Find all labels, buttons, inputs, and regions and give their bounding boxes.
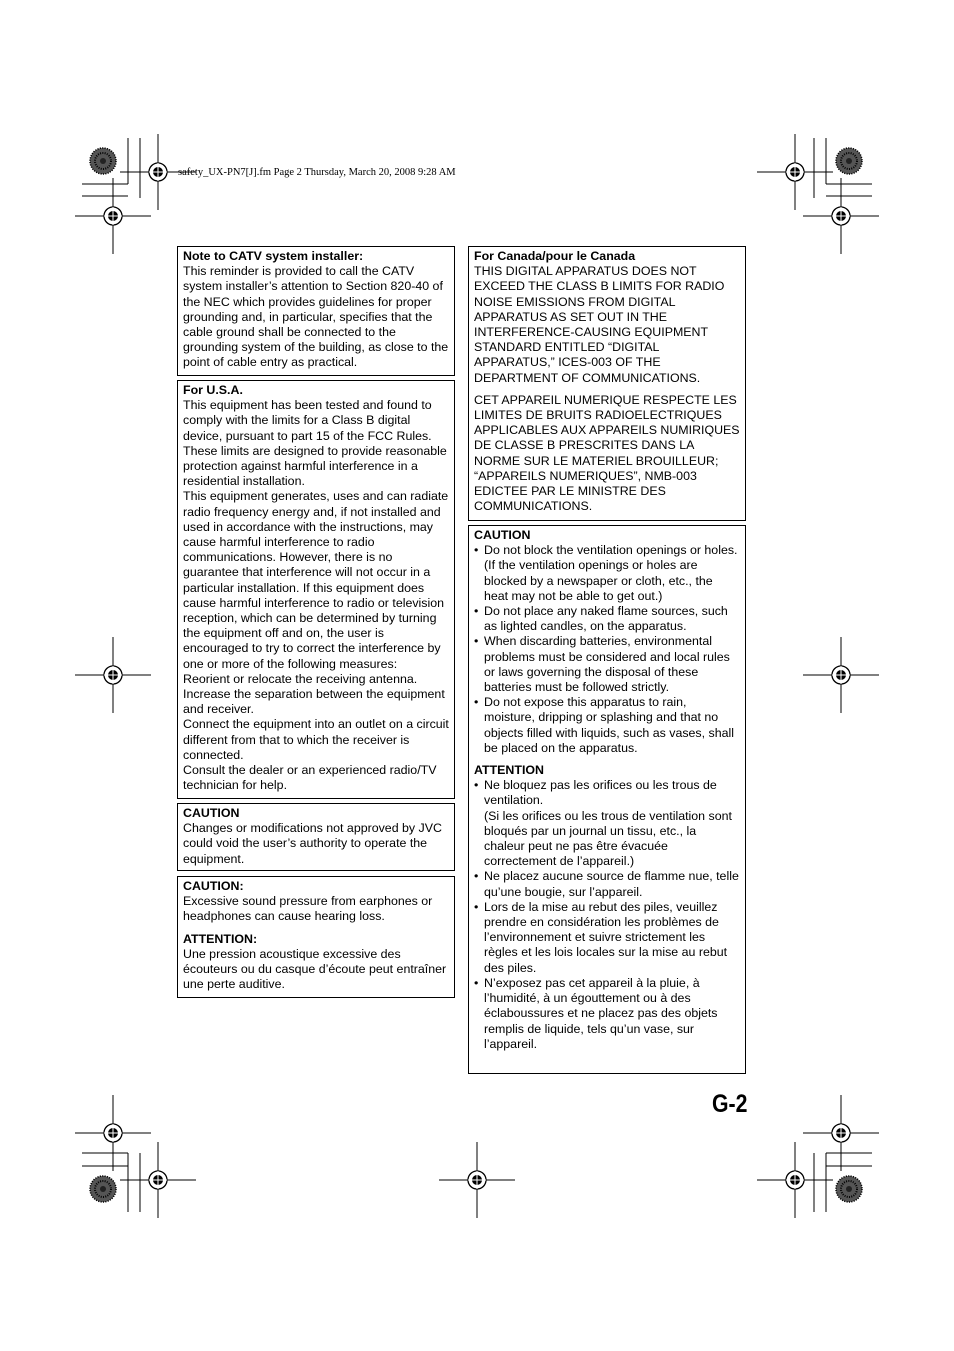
catv-note-body: This reminder is provided to call the CATV system installer’s attention to Section 820-40 of the NEC which provides guidelines for proper grounding and, in particular, specifies that the cable ground shall be connected to the grounding system of the building, as close to the point of cable entry as practical. — [183, 264, 449, 370]
list-item: • When discarding batteries, environmental problems must be considered and local rules or laws governing the disposal of these batteries must be followed strictly. — [474, 634, 740, 695]
safety-caution-list — [474, 543, 740, 756]
safety-caution-title: CAUTION — [474, 528, 531, 542]
starburst-mark-icon — [90, 1176, 116, 1202]
registration-mark-icon — [757, 1142, 833, 1218]
safety-attention-title: ATTENTION — [474, 763, 544, 778]
usa-title: For U.S.A. — [183, 383, 243, 397]
safety-caution-box — [468, 525, 746, 1074]
registration-mark-icon — [757, 134, 833, 210]
list-item: • N’exposez pas cet appareil à la pluie, à l’humidité, à un égouttement ou à des éclaboussures et ne placez pas des objets remplis de liquide, tels qu’un vase, sur l’appareil. — [474, 976, 740, 1052]
registration-mark-icon — [803, 637, 879, 713]
hearing-attention-title: ATTENTION: — [183, 931, 258, 946]
hearing-warning-box — [177, 876, 455, 998]
caution-jvc-body: Changes or modifications not approved by JVC could void the user’s authority to operate the equipment. — [183, 821, 442, 866]
starburst-mark-icon — [836, 1176, 862, 1202]
canada-english-text: THIS DIGITAL APPARATUS DOES NOT EXCEED THE CLASS B LIMITS FOR RADIO NOISE EMISSIONS FROM DIGITAL APPARATUS AS SET OUT IN THE INTERFERENCE-CAUSING EQUIPMENT STANDARD ENTITLED “DIGITAL APPARATUS,” ICES-003 OF THE DEPARTMENT OF COMMUNICATIONS. — [474, 264, 725, 385]
list-item: • Do not place any naked flame sources, such as lighted candles, on the apparatus. — [474, 604, 740, 634]
usa-measure: Connect the equipment into an outlet on a circuit different from that to which the receiver is connected. — [183, 717, 449, 762]
usa-measure: Increase the separation between the equipment and receiver. — [183, 687, 445, 717]
hearing-attention-body: Une pression acoustique excessive des écouteurs ou du casque d’écoute peut entraîner une perte auditive. — [183, 946, 447, 992]
caution-jvc-title: CAUTION — [183, 806, 240, 820]
usa-paragraph: This equipment generates, uses and can radiate radio frequency energy and, if not installed and used in accordance with the instructions, may cause harmful interference to radio communications. However, there is no guarantee that interference will not occur in a particular installation. If this equipment does cause harmful interference to radio or television reception, which can be determined by turning the equipment off and on, the user is encouraged to try to correct the interference by one or more of the following measures: — [183, 489, 449, 671]
file-info-header: safety_UX-PN7[J].fm Page 2 Thursday, March 20, 2008 9:28 AM — [178, 167, 456, 178]
usa-measure: Consult the dealer or an experienced radio/TV technician for help. — [183, 763, 437, 793]
list-item: • Ne placez aucune source de flamme nue, telle qu’une bougie, sur l’appareil. — [474, 869, 740, 899]
registration-mark-icon — [120, 1142, 196, 1218]
caution-jvc-box — [177, 803, 455, 871]
list-item: • Lors de la mise au rebut des piles, veuillez prendre en considération les problèmes de l’environnement et suivre strictement les règles et les lois locales sur la mise au rebut des piles. — [474, 900, 740, 976]
page-number: G-2 — [712, 1090, 748, 1118]
catv-note-title: Note to CATV system installer: — [183, 249, 364, 263]
starburst-mark-icon — [90, 148, 116, 174]
catv-note-box — [177, 246, 455, 376]
list-item: • Do not expose this apparatus to rain, moisture, dripping or splashing and that no objects filled with liquids, such as vases, shall be placed on the apparatus. — [474, 695, 740, 756]
usa-fcc-box — [177, 380, 455, 799]
canada-french-text: CET APPAREIL NUMERIQUE RESPECTE LES LIMITES DE BRUITS RADIOELECTRIQUES APPLICABLES AUX APPAREILS NUMIRIQUES DE CLASSE B PRESCRITES DANS LA NORME SUR LE MATERIEL BROUILLEUR; “APPAREILS NUMERIQUES”, NMB-003 EDICTEE PAR LE MINISTRE DES COMMUNICATIONS. — [474, 392, 740, 514]
hearing-caution-body: Excessive sound pressure from earphones or headphones can cause hearing loss. — [183, 894, 433, 924]
hearing-caution-title: CAUTION: — [183, 879, 244, 893]
usa-measure: Reorient or relocate the receiving antenna. — [183, 671, 418, 686]
list-item: • Do not block the ventilation openings or holes. (If the ventilation openings or holes are blocked by a newspaper or cloth, etc., the heat may not be able to get out.) — [474, 543, 740, 604]
starburst-mark-icon — [836, 148, 862, 174]
usa-paragraph: This equipment has been tested and found to comply with the limits for a Class B digital device, pursuant to part 15 of the FCC Rules. These limits are designed to provide reasonable protection against harmful interference in a residential installation. — [183, 398, 447, 489]
list-item: • Ne bloquez pas les orifices ou les trous de ventilation. (Si les orifices ou les trous de ventilation sont bloqués par un journal un tissu, etc., la chaleur peut ne pas être évacuée correctement de l’appareil.) — [474, 778, 740, 869]
canada-title: For Canada/pour le Canada — [474, 249, 636, 263]
canada-box — [468, 246, 746, 521]
registration-mark-icon — [75, 637, 151, 713]
safety-attention-list — [474, 778, 740, 1052]
registration-mark-icon — [439, 1142, 515, 1218]
